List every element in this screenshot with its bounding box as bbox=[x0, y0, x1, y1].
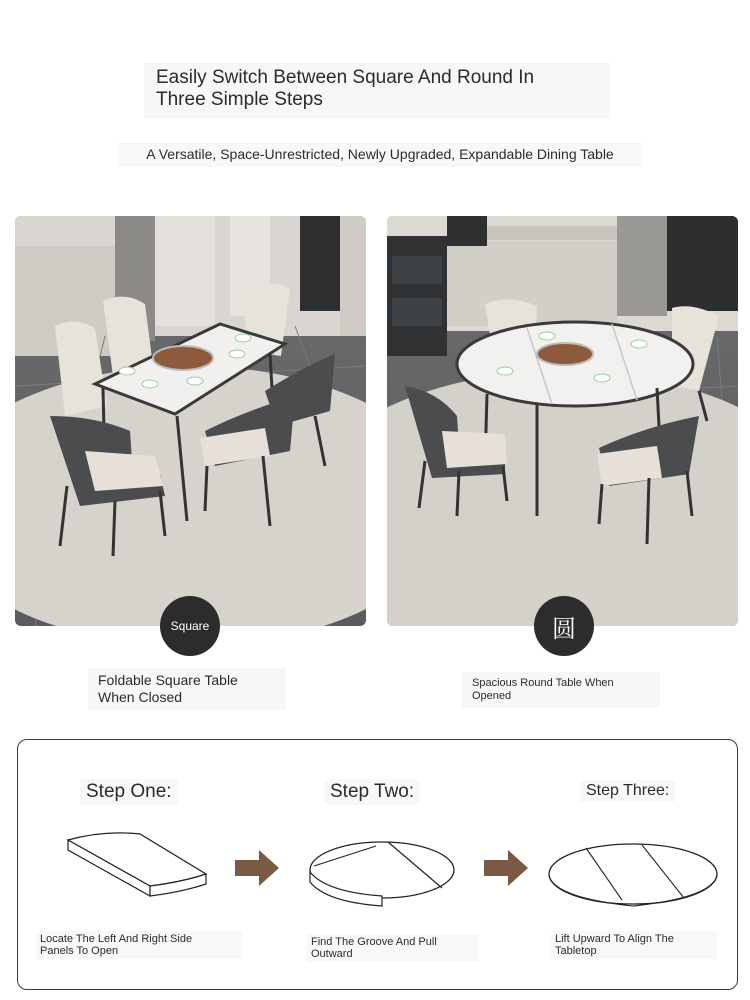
step-three-desc-line1: Lift Upward To Align The bbox=[555, 933, 674, 945]
step-two-desc-line2: Outward bbox=[311, 948, 353, 960]
page-title-line2: Three Simple Steps bbox=[156, 89, 323, 110]
step-three-description bbox=[551, 931, 717, 959]
round-table-caption bbox=[462, 672, 660, 708]
arrow-right-icon bbox=[233, 848, 281, 888]
step-two-desc-line1: Find The Groove And Pull bbox=[311, 936, 437, 948]
round-caption-line2: Opened bbox=[472, 690, 512, 702]
round-caption-line1: Spacious Round Table When bbox=[472, 677, 614, 689]
arrow-right-icon bbox=[482, 848, 530, 888]
square-badge: Square bbox=[160, 596, 220, 656]
step-three-heading: Step Three: bbox=[580, 780, 675, 802]
step-one-heading: Step One: bbox=[80, 779, 178, 805]
round-badge: 圆 bbox=[534, 596, 594, 656]
step-two-diagram bbox=[306, 836, 458, 912]
step-two-heading: Step Two: bbox=[324, 779, 420, 805]
steps-panel bbox=[17, 739, 738, 990]
step-two-description bbox=[307, 934, 479, 962]
square-caption-line2: When Closed bbox=[98, 689, 183, 705]
square-caption-line1: Foldable Square Table bbox=[98, 672, 238, 688]
step-one-desc-line1: Locate The Left And Right Side bbox=[40, 933, 193, 945]
step-one-description bbox=[36, 931, 242, 959]
header-title-box bbox=[144, 63, 610, 119]
step-one-desc-line2: Panels To Open bbox=[40, 945, 119, 957]
round-table-photo bbox=[387, 216, 738, 626]
step-one-diagram bbox=[64, 830, 212, 902]
page-title-line1: Easily Switch Between Square And Round In bbox=[156, 67, 535, 88]
square-table-caption bbox=[88, 668, 286, 710]
step-three-diagram bbox=[546, 840, 720, 912]
square-table-photo bbox=[15, 216, 366, 626]
step-three-desc-line2: Tabletop bbox=[555, 945, 597, 957]
page-subtitle: A Versatile, Space-Unrestricted, Newly Upgraded, Expandable Dining Table bbox=[118, 143, 642, 167]
